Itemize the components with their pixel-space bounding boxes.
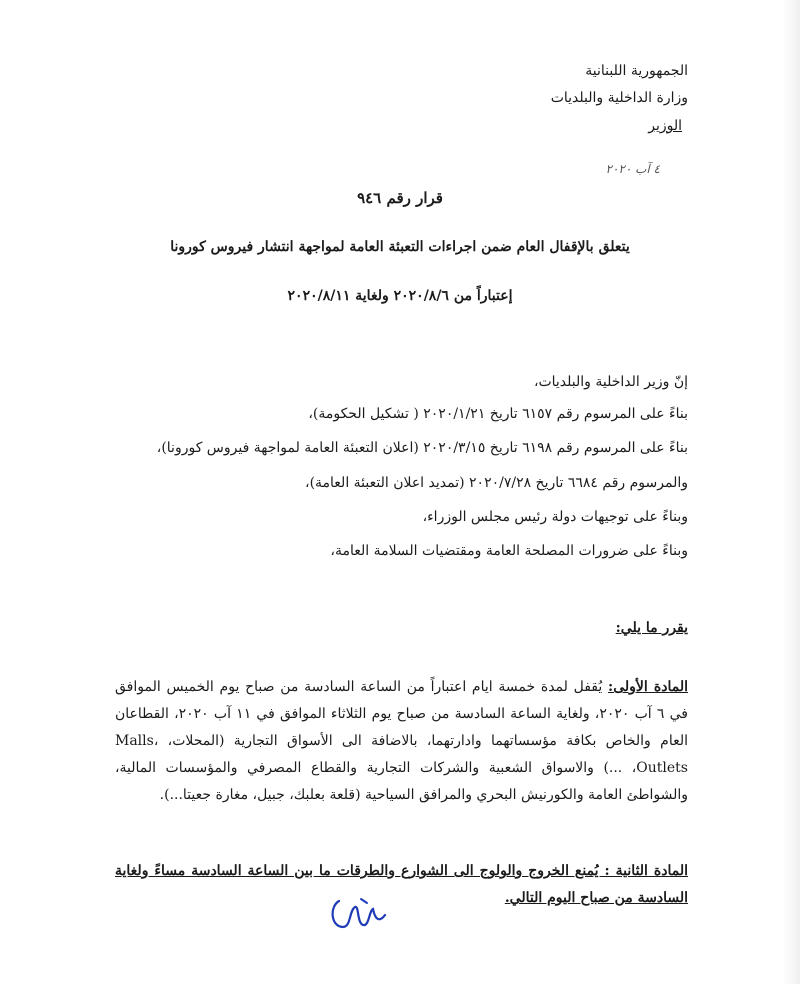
- preamble-line: والمرسوم رقم ٦٦٨٤ تاريخ ٢٠٢٠/٧/٢٨ (تمديد اعلان التعبئة العامة)،: [305, 475, 688, 491]
- decision-number: قرار رقم ٩٤٦: [357, 189, 443, 207]
- article-one-heading: المادة الأولى:: [608, 679, 689, 695]
- minister-line: الوزير: [648, 118, 682, 134]
- ministry-line: وزارة الداخلية والبلديات: [550, 90, 688, 106]
- page-edge-shadow: [782, 0, 800, 984]
- decides-heading: يقرر ما يلي:: [615, 620, 688, 636]
- article-two-heading: المادة الثانية :: [604, 863, 688, 879]
- preamble-line: بناءً على المرسوم رقم ٦١٥٧ تاريخ ٢٠٢٠/١/٢١ ( تشكيل الحكومة)،: [308, 406, 688, 422]
- preamble-line: بناءً على المرسوم رقم ٦١٩٨ تاريخ ٢٠٢٠/٣/١٥ (اعلان التعبئة العامة لمواجهة فيروس كورونا)،: [156, 440, 688, 456]
- republic-line: الجمهورية اللبنانية: [585, 63, 688, 79]
- article-two-text: يُمنع الخروج والولوج الى الشوارع والطرقات ما بين الساعة السادسة مساءً ولغاية السادسة من صباح اليوم التالي.: [115, 863, 688, 906]
- signature-mark: [325, 893, 405, 937]
- article-one: [115, 674, 688, 809]
- handwritten-date: ٤ آب ٢٠٢٠: [605, 162, 660, 176]
- article-one-text: يُقفل لمدة خمسة ايام اعتباراً من الساعة السادسة من صباح يوم الخميس الموافق في ٦ آب ٢٠٢٠، ولغاية الساعة السادسة من صباح يوم الثلاثاء الموافق في ١١ آب ٢٠٢٠، القطاعان العام والخاص بكافة مؤسساتهما وادارتهما، بالاضافة الى الأسواق التجارية (المحلات، Malls، Outlets، ...) والاسواق الشعبية والشركات التجارية والقطاع المصرفي والمؤسسات المالية، والشواطئ العامة والكورنيش البحري والمرافق السياحية (قلعة بعلبك، جبيل، مغارة جعيتا...).: [115, 679, 688, 803]
- decision-period: إعتباراً من ٢٠٢٠/٨/٦ ولغاية ٢٠٢٠/٨/١١: [287, 288, 513, 304]
- preamble-line: وبناءً على توجيهات دولة رئيس مجلس الوزراء،: [422, 509, 688, 525]
- preamble-line: إنّ وزير الداخلية والبلديات،: [533, 374, 688, 390]
- preamble-line: وبناءً على ضرورات المصلحة العامة ومقتضيات السلامة العامة،: [330, 543, 688, 559]
- decision-subject: يتعلق بالإقفال العام ضمن اجراءات التعبئة العامة لمواجهة انتشار فيروس كورونا: [170, 239, 630, 255]
